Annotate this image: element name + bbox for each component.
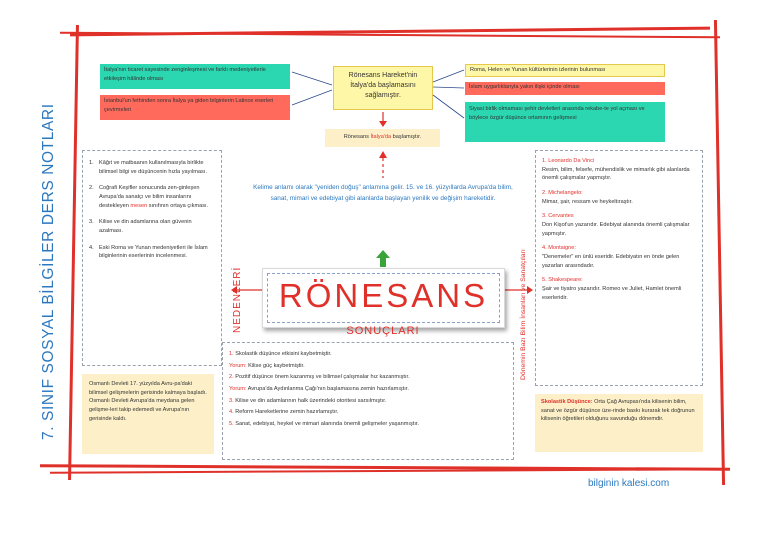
cause-box-istanbul: İstanbul'un fethinden sonra İtalya ya giden bilginlerin Latince eserleri çevirmeleri — [100, 95, 290, 120]
italy-note — [325, 129, 440, 147]
result-item: 1. Skolastik düşünce etkisini kaybetmiştir. — [229, 351, 332, 357]
cause-item: 3. Kilise ve din adamlarına olan güvenin azalması. — [89, 219, 192, 234]
artist-name: 2. Michelangelo: — [542, 189, 583, 196]
artists-label: Dönemin Bazı Bilim İnsanları ve Sanatçıları — [520, 249, 527, 380]
cause-item: 1. Kâğıt ve matbaanın kullanılmasıyla birlikte bilimsel bilgi ve düşüncenin hızla yayılması. — [89, 160, 207, 175]
artists-box — [535, 150, 703, 386]
reason-box-roman: Roma, Helen ve Yunan kültürlerinin izlerinin bulunması — [465, 64, 665, 77]
result-item: 4. Reform Hareketlerine zemin hazırlamıştır. — [229, 409, 339, 416]
arrow-down-icon — [379, 121, 387, 127]
result-comment: Yorum: Kilise güç kaybetmiştir. — [229, 362, 305, 369]
artist-desc: Resim, bilim, felsefe, mühendislik ve mimarlık gibi alanlarda önemli çalışmalar yapmıştır. — [542, 166, 690, 182]
artist-desc: Mimar, şair, ressam ve heykeltıraştır. — [542, 198, 633, 205]
arrow-right-icon — [527, 286, 533, 294]
artist-name: 3. Cervantes — [542, 213, 574, 220]
cause-item: 2. Coğrafi Keşifler sonucunda zen-ginleşen Avrupa'da sanatçı ve bilim insanlarını destekleyen mesen sınıfının ortaya çıkması. — [89, 185, 209, 209]
results-box — [222, 342, 514, 460]
scholastic-note — [535, 394, 703, 452]
artist-desc: "Denemeler" en ünlü eseridir. Edebiyatın en önde gelen yazarları arasındadır. — [542, 253, 680, 269]
reason-box-political: Siyasi birlik olmaması şehir devletleri arasında rekabe-te yol açması ve böylece özgür düşünce ortamının gelişmesi — [465, 102, 665, 142]
scholastic-label: Skolastik Düşünce: — [541, 399, 593, 405]
causes-label: NEDENLERİ — [232, 266, 243, 333]
result-item: 3. Kilise ve din adamlarının halk üzerindeki otoritesi sarsılmıştır. — [229, 397, 387, 404]
scholastic-text: Orta Çağ Avrupası'nda kilisenin bilim, sanat ve özgür düşünce üze-rinde baskı kurarak tek doğrunun kilisenin öğretileri olduğunu savunduğu dönemdir. — [541, 399, 695, 423]
artist-name: 5. Shakespeare: — [542, 277, 583, 284]
vertical-page-title: 7. SINIF SOSYAL BİLGİLER DERS NOTLARI — [40, 103, 57, 440]
italy-start-text: Rönesans Hareket'nin İtalya'da başlamasını sağlamıştır. — [348, 72, 418, 100]
main-title-box — [262, 268, 505, 328]
italy-note-suffix: başlamıştır. — [391, 134, 422, 140]
result-item: 5. Sanat, edebiyat, heykel ve mimari alanında önemli gelişmeler yaşanmıştır. — [229, 420, 419, 427]
website-label: bilginin kalesi.com — [588, 478, 670, 489]
ottoman-note: Osmanlı Devleti 17. yüzyılda Avru-pa'daki bilimsel gelişmelerin gerisinde kalmaya başladı. Osmanlı Devleti Avrupa'da meydana gelen gelişme-leri takip edemedi ve Avrupa'nın gerisinde kaldı. — [82, 374, 214, 454]
artist-name: 4. Montaigne: — [542, 245, 576, 252]
causes-box — [82, 150, 222, 366]
artist-desc: Şair ve tiyatro yazarıdır. Romeo ve Juliet, Hamlet önemli eserleridir. — [542, 285, 682, 301]
cause-box-trade: İtalya'nın ticaret sayesinde zenginleşmesi ve farklı medeniyetlerle etkileşim hâlinde olması — [100, 64, 290, 89]
definition-text: Kelime anlamı olarak "yeniden doğuş" anlamına gelir. 15. ve 16. yüzyıllarda Avrupa'da bilim, sanat, mimari ve edebiyat gibi alanlarda başlayan yenilik ve değişim hareketidir. — [253, 184, 513, 203]
main-title: RÖNESANS — [278, 277, 489, 314]
arrow-up-icon — [379, 151, 387, 158]
cause-item: 4. Eski Roma ve Yunan medeniyetleri ile İslam bilginlerinin eserlerinin incelenmesi. — [89, 244, 208, 260]
green-up-arrow-icon — [376, 250, 390, 267]
artist-name: 1. Leonardo Da Vinci — [542, 158, 595, 164]
italy-note-prefix: Rönesans — [343, 134, 371, 140]
italy-note-highlight: İtalya'da — [370, 134, 392, 140]
result-comment: Yorum: Avrupa'da Aydınlanma Çağı'nın başlamasına zemin hazırlamıştır. — [229, 385, 409, 392]
result-item: 2. Pozitif düşünce önem kazanmış ve bilimsel çalışmalar hız kazanmıştır. — [229, 374, 410, 381]
artist-desc: Don Kişot'un yazarıdır. Edebiyat alanında önemli çalışmalar yapmıştır. — [542, 221, 690, 237]
results-label: SONUÇLARI — [346, 325, 420, 337]
reason-box-islam: İslam uygarlıklarıyla yakın ilişki içinde olması — [465, 82, 665, 95]
